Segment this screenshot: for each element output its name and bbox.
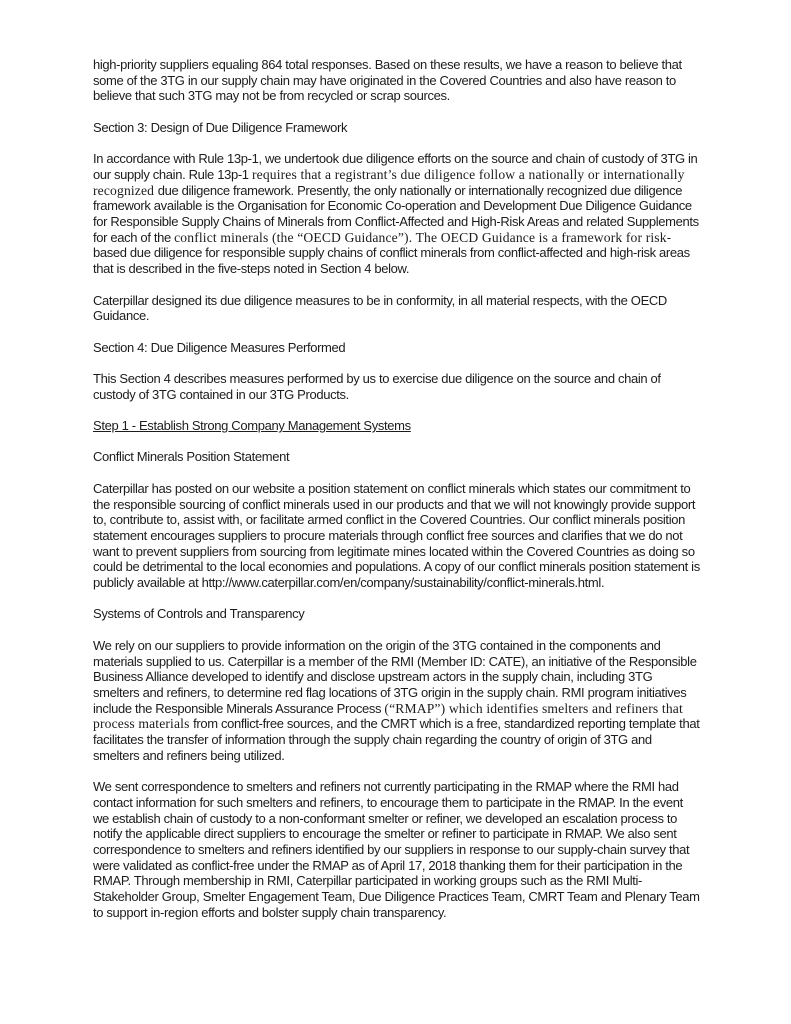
text-segment: We sent correspondence to smelters and refiners not currently participating in the RMAP where the RMI had contact information for such smelters and refiners, to encourage them to participate in the RMAP. In the event we establish chain of custody to a non-conformant smelter or refiner, we developed an escalation process to notify the applicable direct suppliers to encourage the smelter or refiner to participate in RMAP. We also sent correspondence to smelters and refiners identified by our suppliers in response to our supply-chain survey that were validated as conflict-free under the RMAP as of April 17, 2018 thanking them for their participation in the RMAP. Through membership in RMI, Caterpillar participated in working groups such as the RMI Multi-Stakeholder Group, Smelter Engagement Team, Due Diligence Practices Team, CMRT Team and Plenary Team to support in-region efforts and bolster supply chain transparency. (93, 779, 700, 920)
text-segment: high-priority suppliers equaling 864 total responses. Based on these results, we have a reason to believe that some of the 3TG in our supply chain may have originated in the Covered Countries and also have reason to believe that such 3TG may not be from recycled or scrap sources. (93, 57, 682, 104)
paragraph-smelter-correspondence (93, 779, 700, 920)
text-segment: Section 4: Due Diligence Measures Performed (93, 339, 346, 355)
subheading-systems-of-controls (93, 606, 700, 622)
text-segment: Caterpillar has posted on our website a position statement on conflict minerals which states our commitment to the responsible sourcing of conflict minerals used in our products and that we will not knowingly provide support to, contribute to, assist with, or facilitate armed conflict in the Covered Countries. Our conflict minerals position statement encourages suppliers to procure materials through conflict free sources and clarifies that we do not want to prevent suppliers from sourcing from legitimate mines located within the Covered Countries as doing so could be detrimental to the local economies and populations. A copy of our conflict minerals position statement is publicly available at http://www.caterpillar.com/en/company/sustainability/conflict-minerals.html. (93, 480, 700, 591)
heading-section-4 (93, 340, 700, 356)
text-segment: conflict minerals (the “OECD Guidance”). The OECD Guidance is a framework for risk (174, 229, 667, 245)
paragraph-section-4-intro (93, 371, 700, 402)
text-segment: We rely on our suppliers to provide information on the origin of the 3TG contained in the components and materials supplied to us. Caterpillar is a member of the RMI (Member ID: CATE), an initiative of the Responsible Business Alliance developed to identify and disclose upstream actors in the supply chain, including 3TG smelters and refiners, to determine red flag locations of 3TG origin in the supply chain. RMI program initiatives include the Responsible Minerals Assurance Process (93, 637, 697, 716)
paragraph-rmi-membership (93, 638, 700, 764)
paragraph-survey-results (93, 57, 700, 104)
text-segment: Caterpillar designed its due diligence measures to be in conformity, in all material respects, with the OECD Guidance. (93, 292, 667, 324)
text-segment: This Section 4 describes measures performed by us to exercise due diligence on the source and chain of custody of 3TG contained in our 3TG Products. (93, 370, 661, 402)
text-segment: Systems of Controls and Transparency (93, 606, 305, 622)
document-body (93, 57, 700, 921)
text-segment: Step 1 - Establish Strong Company Management Systems (93, 418, 411, 434)
text-segment: (“RMAP”) which identifies smelters and refiners that process materials (93, 700, 683, 732)
paragraph-oecd-conformity (93, 293, 700, 324)
paragraph-position-statement (93, 481, 700, 591)
text-segment: from conflict-free sources, and the CMRT which is a free, standardized reporting template that facilitates the transfer of information through the supply chain regarding the country of origin of 3TG and smelters and refiners being utilized. (93, 716, 700, 763)
text-segment: Conflict Minerals Position Statement (93, 449, 290, 465)
text-segment: Section 3: Design of Due Diligence Framework (93, 119, 348, 135)
paragraph-due-diligence-framework (93, 151, 700, 277)
heading-step-1 (93, 418, 700, 434)
text-segment: requires that a registrant’s due diligence follow a nationally or internationally recognized (93, 166, 685, 198)
text-segment: In accordance with Rule 13p-1, we undertook due diligence efforts on the source and chain of custody of 3TG in our supply chain. Rule 13p-1 (93, 151, 698, 182)
text-segment: due diligence framework. Presently, the only nationally or internationally recognized due diligence framework available is the Organisation for Economic Co-operation and Development Due Diligence Guidance for Responsible Supply Chains of Minerals from Conflict-Affected and High-Risk Areas and related Supplements for each of the (93, 182, 699, 245)
subheading-conflict-minerals-position-statement (93, 449, 700, 465)
heading-section-3 (93, 120, 700, 136)
text-segment: -based due diligence for responsible supply chains of conflict minerals from conflict-affected and high-risk areas that is described in the five-steps noted in Section 4 below. (93, 229, 690, 277)
